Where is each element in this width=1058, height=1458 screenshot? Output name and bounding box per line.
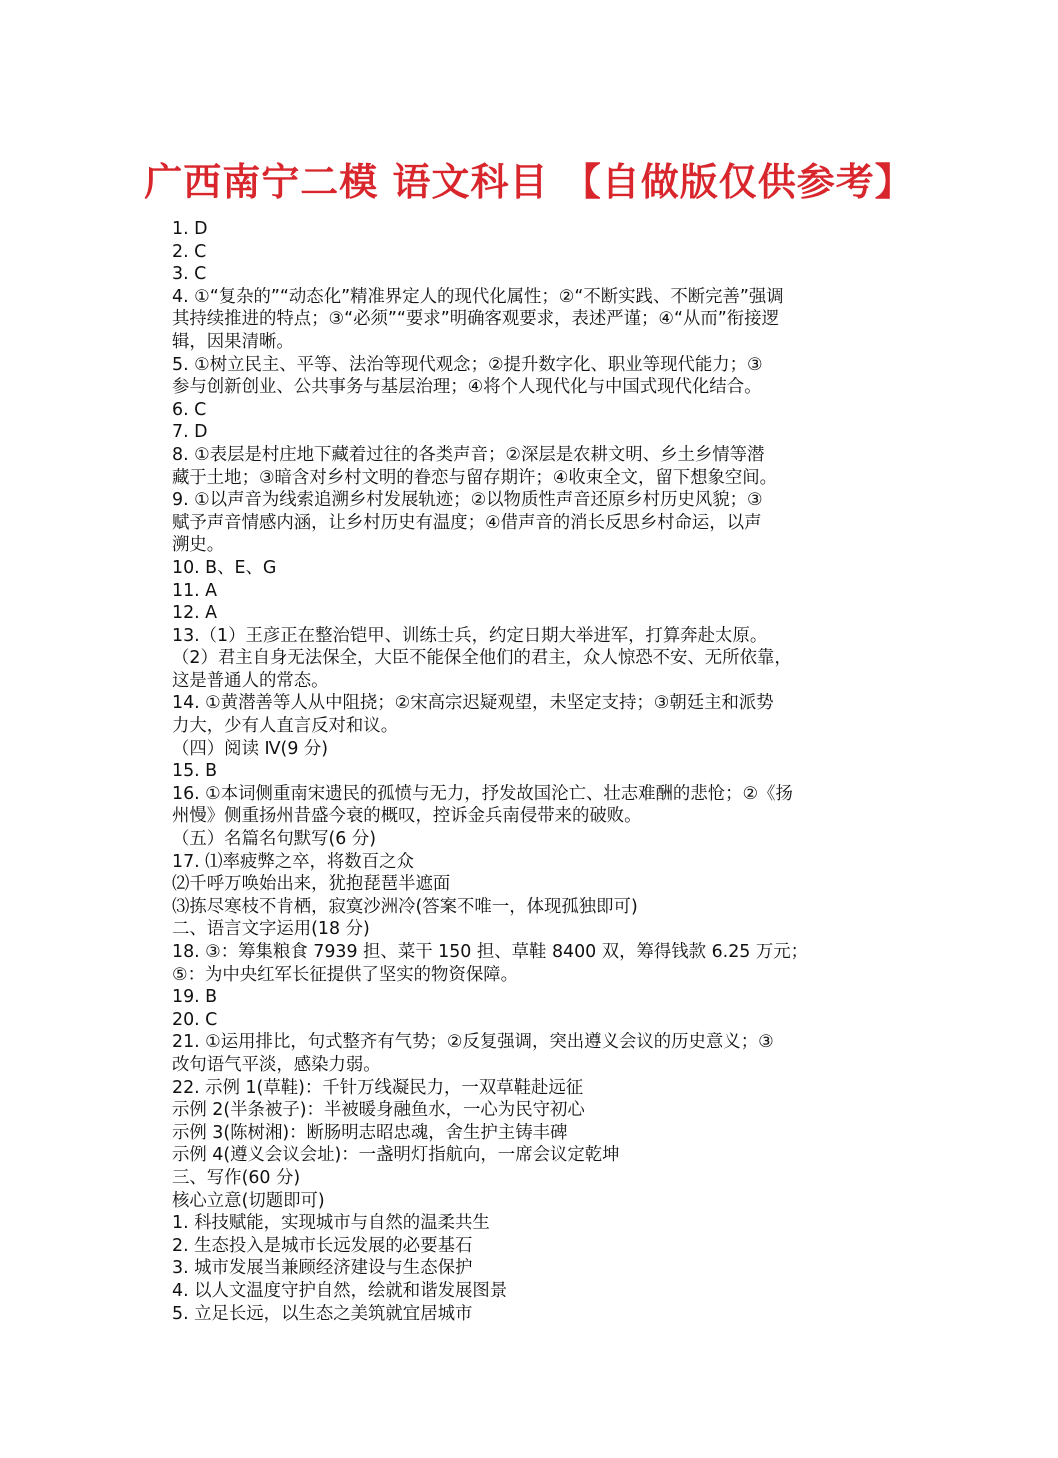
answer-line: ⑵千呼万唤始出来，犹抱琵琶半遮面 [172,874,451,895]
answer-line: 改句语气平淡，感染力弱。 [172,1054,381,1075]
answer-line: 1. D [172,219,208,239]
answer-line: 5. ①树立民主、平等、法治等现代观念；②提升数字化、职业等现代能力；③ [172,354,763,375]
answer-line: 13.（1）王彦正在整治铠甲、训练士兵，约定日期大举进军，打算奔赴太原。 [172,625,768,646]
answer-line: 4. 以人文温度守护自然，绘就和谐发展图景 [172,1280,508,1301]
answer-line: 三、写作(60 分) [172,1167,301,1188]
answer-line: 示例 4(遵义会议会址)：一盏明灯指航向，一席会议定乾坤 [172,1145,620,1166]
answer-line: 15. B [172,761,218,782]
answer-line: 14. ①黄潜善等人从中阻挠；②宋高宗迟疑观望，未坚定支持；③朝廷主和派势 [172,693,774,714]
answer-line: 18. ③：筹集粮食 7939 担、菜干 150 担、草鞋 8400 双，筹得钱款 6.25 万元； [172,942,809,962]
answer-line: 赋予声音情感内涵，让乡村历史有温度；④借声音的消长反思乡村命运，以声 [172,512,762,533]
document-title: 广西南宁二模 语文科目 【自做版仅供参考】 [144,159,914,204]
answer-line: 2. 生态投入是城市长远发展的必要基石 [172,1235,473,1256]
answer-line: 8. ①表层是村庄地下藏着过往的各类声音；②深层是农耕文明、乡土乡情等潜 [172,444,765,465]
answer-line: 3. C [172,264,207,285]
answer-line: 12. A [172,603,218,624]
answer-line: 示例 2(半条被子)：半被暖身融鱼水，一心为民守初心 [172,1100,585,1121]
answer-line: 10. B、E、G [172,557,277,578]
answer-line: 州慢》侧重扬州昔盛今衰的概叹，控诉金兵南侵带来的破败。 [172,806,642,827]
answer-line: 这是普通人的常态。 [172,670,329,691]
answer-line: 3. 城市发展当兼顾经济建设与生态保护 [172,1258,473,1279]
answer-line: 9. ①以声音为线索追溯乡村发展轨迹；②以物质性声音还原乡村历史风貌；③ [172,490,763,511]
answer-line: 5. 立足长远，以生态之美筑就宜居城市 [172,1303,473,1324]
answer-line: （五）名篇名句默写(6 分) [172,829,377,850]
answer-line: 示例 3(陈树湘)：断肠明志昭忠魂，舍生护主铸丰碑 [172,1122,568,1143]
answer-line: 力大，少有人直言反对和议。 [172,716,399,737]
answer-line: 16. ①本词侧重南宋遗民的孤愤与无力，抒发故国沦亡、壮志难酬的悲怆；②《扬 [172,783,793,804]
answer-line: ⑶拣尽寒枝不肯栖，寂寞沙洲冷(答案不唯一，体现孤独即可) [172,896,638,917]
answer-line: 22. 示例 1(草鞋)：千针万线凝民力，一双草鞋赴远征 [172,1077,584,1098]
answer-line: 7. D [172,422,208,443]
answer-line: 4. ①“复杂的”“动态化”精准界定人的现代化属性；②“不断实践、不断完善”强调 [172,286,784,307]
answer-line: 2. C [172,241,207,262]
answer-line: 二、语言文字运用(18 分) [172,919,370,940]
answer-line: 核心立意(切题即可) [172,1190,325,1211]
answer-line: 辑，因果清晰。 [172,331,294,352]
answer-line: （四）阅读 Ⅳ(9 分) [172,738,329,759]
answer-line: （2）君主自身无法保全，大臣不能保全他们的君主，众人惊恐不安、无所依靠， [172,648,792,669]
answer-line: 6. C [172,399,207,420]
answer-line: 参与创新创业、公共事务与基层治理；④将个人现代化与中国式现代化结合。 [172,377,762,398]
answer-line: 20. C [172,1009,218,1030]
answer-line: 藏于土地；③暗含对乡村文明的眷恋与留存期许；④收束全文，留下想象空间。 [172,467,778,488]
answer-line: ⑤：为中央红军长征提供了坚实的物资保障。 [172,964,519,985]
answer-line: 其持续推进的特点；③“必须”“要求”明确客观要求，表述严谨；④“从而”衔接逻 [172,309,779,330]
answer-line: 溯史。 [172,535,225,556]
answer-line: 21. ①运用排比，句式整齐有气势；②反复强调，突出遵义会议的历史意义；③ [172,1032,774,1053]
answer-line: 1. 科技赋能，实现城市与自然的温柔共生 [172,1213,490,1234]
answer-line: 19. B [172,987,218,1008]
answer-line: 11. A [172,580,218,601]
answer-list [172,218,892,1325]
answer-line: 17. ⑴率疲弊之卒，将数百之众 [172,851,414,872]
